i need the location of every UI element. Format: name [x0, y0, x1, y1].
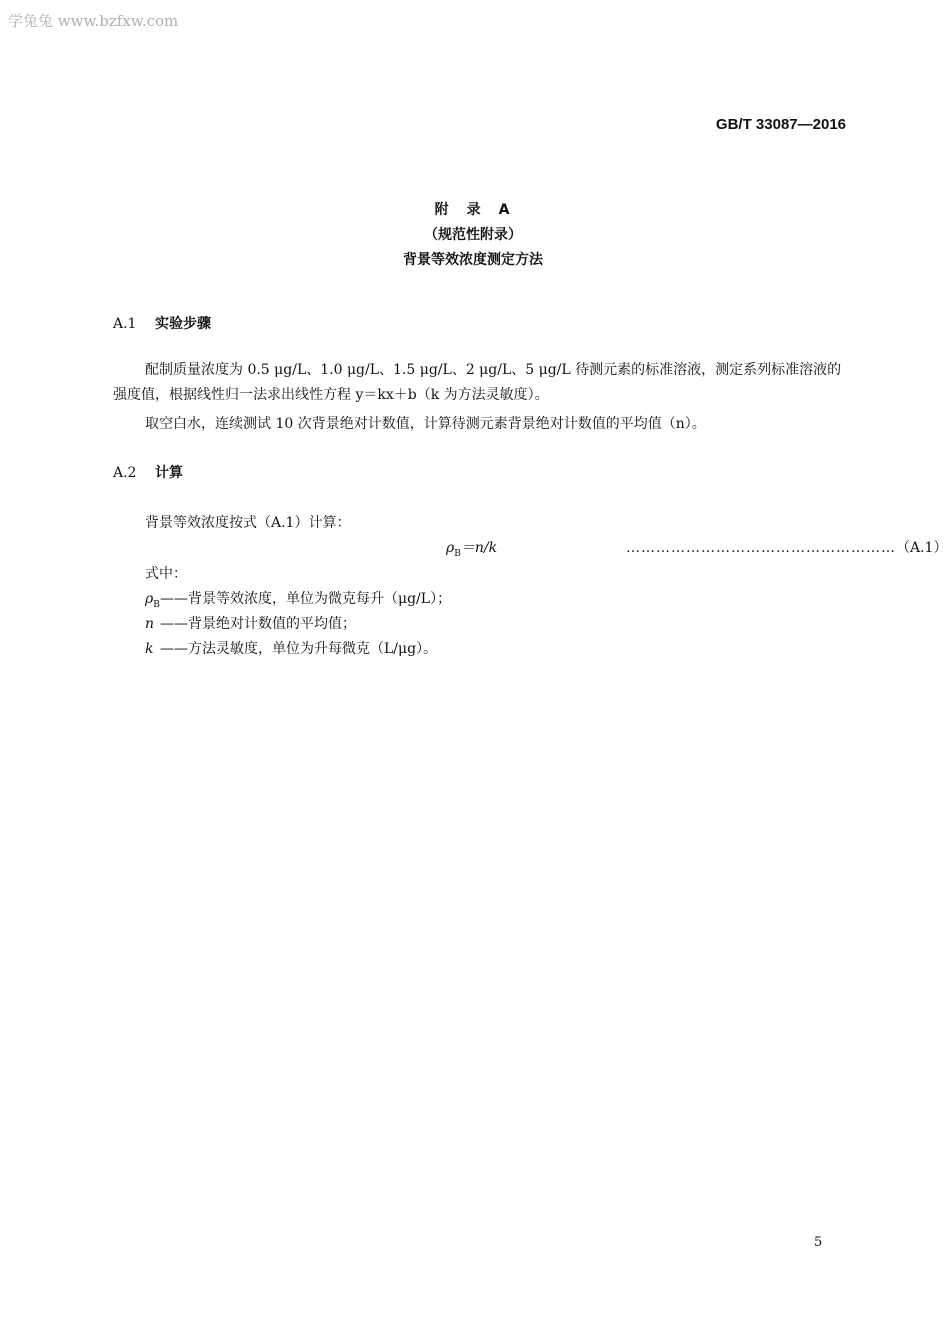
section-title: 计算: [155, 465, 183, 481]
equation-number-line: [626, 537, 947, 557]
formula-lhs-subscript: B: [454, 548, 461, 559]
leader-dots: ………………………………………………: [626, 540, 896, 556]
section-a1-paragraph-1: 配制质量浓度为 0.5 μg/L、1.0 μg/L、1.5 μg/L、2 μg/L、5 μg/L 待测元素的标准溶液，测定系列标准溶液的强度值，根据线性归一法求出线性方程 y＝kx＋b（k 为方法灵敏度）。: [113, 362, 842, 403]
where-label: 式中：: [145, 566, 187, 582]
definition-item: [145, 613, 356, 633]
definition-text: ——背景绝对计数值的平均值；: [160, 616, 356, 632]
definition-text: ——背景等效浓度，单位为微克每升（μg/L）；: [160, 591, 452, 607]
annex-title: 背景等效浓度测定方法: [403, 252, 543, 268]
formula-lhs: ρ: [446, 540, 455, 556]
section-title: 实验步骤: [155, 316, 211, 332]
section-a1-heading: [113, 313, 211, 333]
formula-rhs: ＝n/k: [460, 540, 498, 556]
definition-text: ——方法灵敏度，单位为升每微克（L/μg）。: [160, 641, 438, 657]
definition-subscript: B: [153, 599, 160, 610]
definition-symbol: ρ: [145, 591, 154, 607]
definition-item: [145, 588, 451, 610]
section-number: A.2: [113, 465, 137, 481]
annex-label: 附 录 A: [434, 202, 512, 218]
definition-item: [145, 638, 437, 658]
definition-symbol: k: [145, 641, 154, 657]
watermark: 学兔兔 www.bzfxw.com: [8, 12, 179, 30]
formula: [446, 537, 497, 559]
section-a2-intro: 背景等效浓度按式（A.1）计算：: [145, 515, 351, 531]
equation-number: （A.1）: [896, 540, 947, 556]
annex-nature: （规范性附录）: [424, 227, 522, 243]
page-number: 5: [814, 1235, 823, 1250]
standard-code: GB/T 33087—2016: [715, 116, 846, 133]
definition-symbol: n: [145, 616, 155, 632]
section-a2-heading: [113, 462, 183, 482]
section-a1-paragraph-2: 取空白水，连续测试 10 次背景绝对计数值，计算待测元素背景绝对计数值的平均值（n）。: [145, 416, 706, 432]
section-number: A.1: [113, 316, 137, 332]
